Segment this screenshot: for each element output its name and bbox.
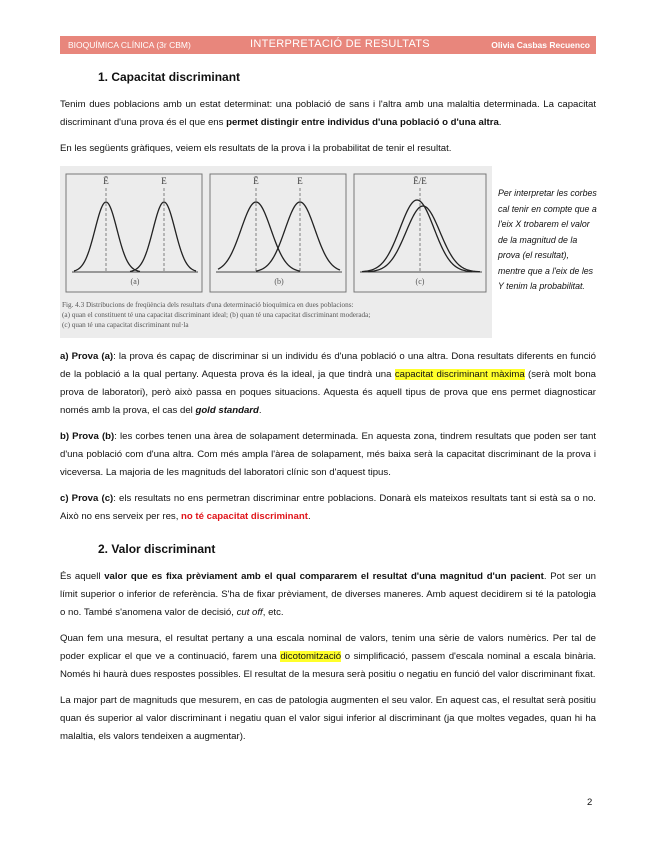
paragraph-magnituds: La major part de magnituds que mesurem, en cas de patologia augmenten el seu valor. En aquest cas, el resultat serà positiu quan és superior al valor discriminant i negatiu quan el valor sigui inferior al discriminant (ja que moltes vegades, quan hi ha malaltia, els valors tendeixen a augmentar). (60, 695, 596, 742)
mean-label-a1: Ē (103, 176, 109, 186)
curve-c-disease (368, 206, 480, 272)
header-topic: INTERPRETACIÓ DE RESULTATS (250, 38, 430, 50)
figure-side-note: Per interpretar les corbes cal tenir en compte que a l'eix X trobarem el valor de la magnitud de la prova (el resultat), mentre que a l'eix de les Y tenim la probabilitat. (498, 188, 597, 291)
mean-label-b2: E (297, 176, 303, 186)
curve-a-disease (130, 202, 196, 271)
page-number: 2 (587, 797, 593, 808)
paragraph-intro: Tenim dues poblacions amb un estat determinat: una població de sans i l'altra amb una malaltia determinada. La capacitat discriminant d'una prova és el que ens permet distingir entre individus d'una població o d'una altra. (60, 99, 596, 128)
page-header (60, 36, 596, 54)
distribution-figure (60, 166, 492, 338)
paragraph-valor-def: És aquell valor que es fixa prèviament amb el qual compararem el resultat d'una magnitud d'un pacient. Pot ser un límit superior o inferior de referència. S'ha de fixar prèviament, de diverses maneres. Amb aquest decidirem si té la patologia o no. També s'anomena valor de decisió, cut off, etc. (60, 571, 596, 618)
figure-caption: Fig. 4.3 Distribucions de freqüència dels resultats d'una determinació bioquímica en dues poblacions: (a) quan el constituent té una capacitat discriminant ideal; (b) quan té una capacitat discriminant moderada; (c) quan té una capacitat discriminant nul·la (62, 301, 371, 329)
section-title-capacitat: 1. Capacitat discriminant (98, 70, 241, 84)
panel-label-b: (b) (274, 277, 284, 286)
header-author: Olivia Casbas Recuenco (491, 40, 590, 50)
header-course: BIOQUÍMICA CLÍNICA (3r CBM) (68, 40, 191, 50)
paragraph-prova-b: b) Prova (b): les corbes tenen una àrea de solapament determinada. En aquesta zona, tindrem resultats que poden ser tant d'una població com d'una altra. Com més ampla l'àrea de solapament, més baixa serà la capacitat discriminant de la prova i viceversa. La majoria de les magnituds del laboratori clínic son d'aquest tipus. (60, 431, 596, 478)
panel-label-a: (a) (130, 277, 140, 286)
document-body (60, 64, 596, 754)
curve-a-healthy (74, 202, 140, 271)
mean-label-b1: Ē (253, 176, 259, 186)
curve-b-healthy (218, 202, 300, 271)
highlight-dicotomitzacio: dicotomització (280, 651, 342, 662)
highlight-capacitat-maxima: capacitat discriminant màxima (394, 369, 525, 380)
panel-label-c: (c) (415, 277, 425, 286)
red-emphasis: no té capacitat discriminant (181, 511, 308, 522)
paragraph-prova-c: c) Prova (c): els resultats no ens permetran discriminar entre poblacions. Donarà els mateixos resultats tant si està sa o no. Això no ens serveix per res, no té capacitat discriminant. (60, 493, 596, 522)
paragraph-prova-a: a) Prova (a): la prova és capaç de discriminar si un individu és d'una població o una altra. Dona resultats diferents en funció de la població a la qual pertany. Aquesta prova és la ideal, ja que tindrà una capacitat discriminant màxima (serà molt bona prova de laboratori), però això passa en poques situacions. Aquesta és aquell tipus de prova que ens permet diagnosticar només amb la prova, el cas del gold standard. (60, 351, 597, 416)
paragraph-dicotomitzacio: Quan fem una mesura, el resultat pertany a una escala nominal de valors, tenim una sèrie de valors numèrics. Per tal de poder explicar el que ve a continuació, farem una dicotomització o simplificació, passem d'escala nominal a escala binària. Només hi haurà dues respostes possibles. El resultat de la mesura serà positiu o negatiu en funció del valor discriminant fixat. (60, 633, 596, 680)
figure-row (60, 166, 596, 342)
section-title-valor: 2. Valor discriminant (98, 542, 216, 556)
curve-b-disease (256, 202, 340, 271)
panel-a-frame (66, 174, 202, 292)
panel-b-frame (210, 174, 346, 292)
mean-label-a2: E (161, 176, 167, 186)
paragraph-graphs-intro: En les següents gràfiques, veiem els resultats de la prova i la probabilitat de tenir el resultat. (60, 143, 452, 154)
mean-label-c: Ē/E (413, 176, 427, 186)
